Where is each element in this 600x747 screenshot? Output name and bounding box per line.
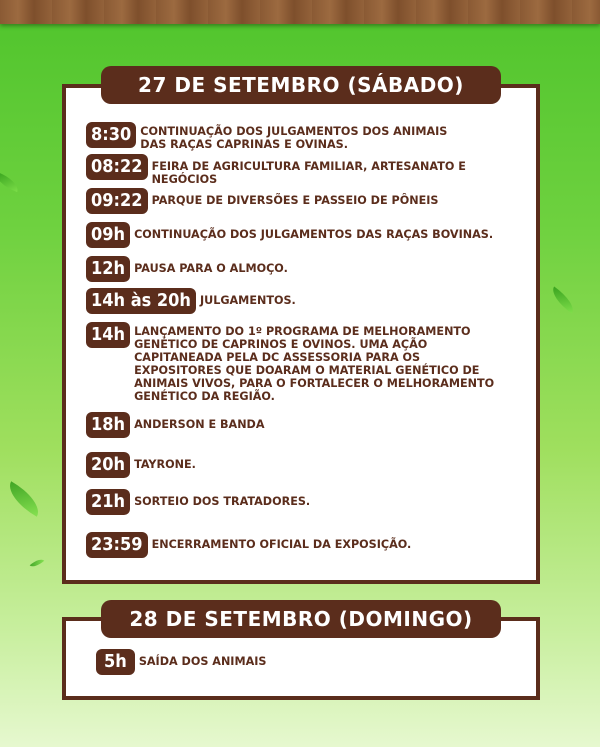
time-badge: 12h [86,256,130,282]
schedule-item [86,322,504,403]
schedule-item [86,154,532,186]
schedule-item [86,288,500,314]
schedule-item [96,649,439,675]
event-text: CONTINUAÇÃO DOS JULGAMENTOS DAS RAÇAS BOVINAS. [134,228,494,241]
event-text: CONTINUAÇÃO DOS JULGAMENTOS DOS ANIMAIS DAS RAÇAS CAPRINAS E OVINAS. [140,125,448,151]
schedule-item [86,489,514,515]
leaf-decoration [0,172,21,192]
time-badge: 5h [96,649,135,675]
time-badge: 08:22 [86,154,148,180]
event-text: PARQUE DE DIVERSÕES E PASSEIO DE PÔNEIS [151,194,439,207]
time-badge: 20h [86,452,130,478]
schedule-item [86,256,514,282]
event-text: TAYRONE. [134,458,196,471]
time-badge: 14h [86,322,130,348]
event-text: SAÍDA DOS ANIMAIS [138,655,267,668]
event-text: ANDERSON E BANDA [134,418,265,431]
leaf-decoration [547,286,578,313]
day1-header: 27 DE SETEMBRO (SÁBADO) [101,66,501,104]
event-text: PAUSA PARA O ALMOÇO. [134,262,288,275]
schedule-item [86,222,514,248]
time-badge: 09:22 [86,188,148,214]
time-badge: 09h [86,222,130,248]
event-text: ENCERRAMENTO OFICIAL DA EXPOSIÇÃO. [151,538,412,551]
time-badge: 8:30 [86,122,136,148]
time-badge: 14h às 20h [86,288,196,314]
event-text: FEIRA DE AGRICULTURA FAMILIAR, ARTESANATO E NEGÓCIOS [151,160,466,186]
schedule-item [86,452,514,478]
leaf-decoration [30,556,45,570]
event-text: LANÇAMENTO DO 1º PROGRAMA DE MELHORAMENTO GENÉTICO DE CAPRINOS E OVINOS. UMA AÇÃO CAPITANEADA PELA DC ASSESSORIA PARA OS EXPOSITORES QUE DOARAM O MATERIAL GENÉTICO DE ANIMAIS VIVOS, PARA O FORTALECER O MELHORAMENTO GENÉTICO DA REGIÃO. [134,325,495,403]
schedule-item [86,412,514,438]
schedule-item [86,532,532,558]
schedule-item [86,188,532,214]
leaf-decoration [2,481,46,517]
time-badge: 18h [86,412,130,438]
event-text: SORTEIO DOS TRATADORES. [134,495,311,508]
time-badge: 23:59 [86,532,148,558]
day2-header: 28 DE SETEMBRO (DOMINGO) [101,600,501,638]
schedule-item [86,122,460,151]
wooden-top-border [0,0,600,24]
event-text: JULGAMENTOS. [199,294,296,307]
time-badge: 21h [86,489,130,515]
